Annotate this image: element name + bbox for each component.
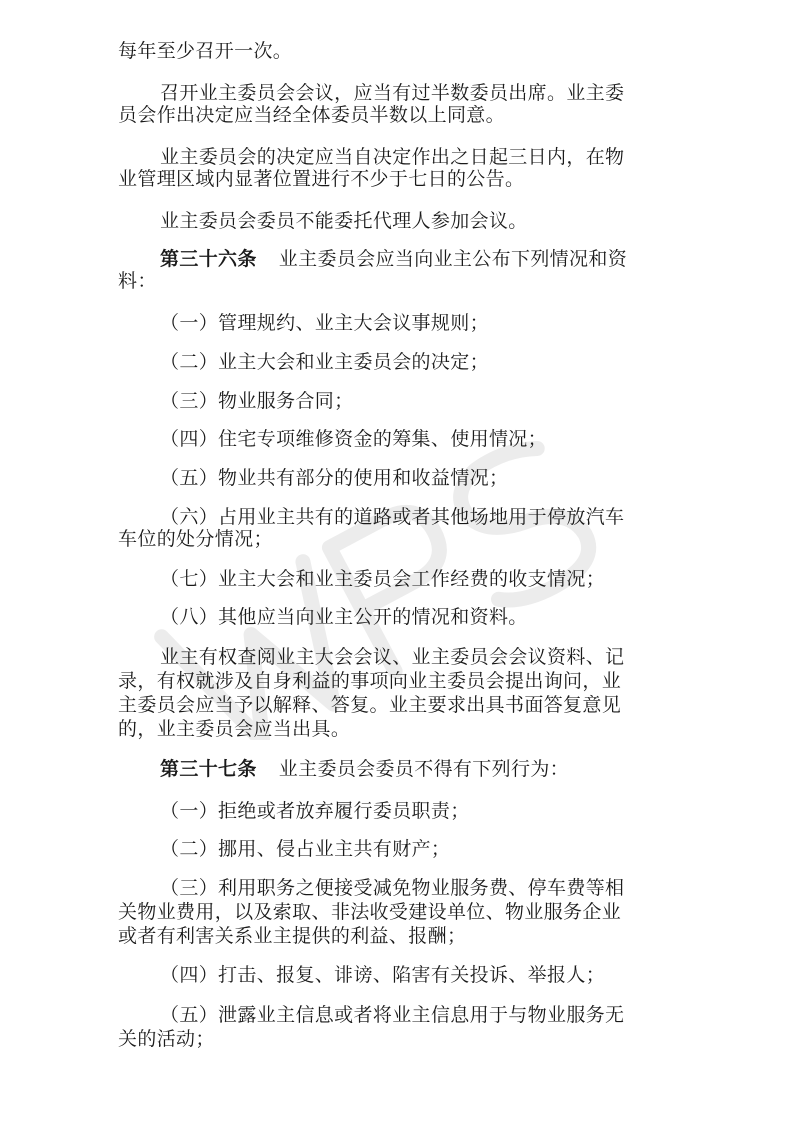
list-item: （五）泄露业主信息或者将业主信息用于与物业服务无 <box>160 1004 625 1026</box>
list-item: （二）挪用、侵占业主共有财产； <box>160 838 451 860</box>
paragraph-line: 业主委员会的决定应当自决定作出之日起三日内，在物 <box>160 146 625 168</box>
list-item: （六）占用业主共有的道路或者其他场地用于停放汽车 <box>160 506 625 528</box>
list-item: （三）利用职务之便接受减免物业服务费、停车费等相 <box>160 877 625 899</box>
paragraph-line: 业主有权查阅业主大会会议、业主委员会会议资料、记 <box>160 646 625 668</box>
list-item: （一）拒绝或者放弃履行委员职责； <box>160 800 470 822</box>
paragraph-line: 业管理区域内显著位置进行不少于七日的公告。 <box>118 168 525 190</box>
list-item: （七）业主大会和业主委员会工作经费的收支情况； <box>160 568 606 590</box>
paragraph-line: 录，有权就涉及自身利益的事项向业主委员会提出询问，业 <box>118 670 622 692</box>
article-37-line <box>160 758 678 780</box>
paragraph-line: 主委员会应当予以解释、答复。业主要求出具书面答复意见 <box>118 694 622 716</box>
list-item: （三）物业服务合同； <box>160 390 354 412</box>
paragraph-line: 召开业主委员会会议，应当有过半数委员出席。业主委 <box>160 82 625 104</box>
list-item: 关的活动； <box>118 1028 215 1050</box>
list-item: （一）管理规约、业主大会议事规则； <box>160 312 489 334</box>
article-text: 业主委员会委员不得有下列行为： <box>278 758 570 780</box>
list-item: （四）打击、报复、诽谤、陷害有关投诉、举报人； <box>160 964 606 986</box>
list-item: （八）其他应当向业主公开的情况和资料。 <box>160 606 528 628</box>
list-item: 或者有利害关系业主提供的利益、报酬； <box>118 925 467 947</box>
article-heading: 第三十六条 <box>160 248 257 270</box>
paragraph-line: 每年至少召开一次。 <box>118 40 293 62</box>
list-item: （二）业主大会和业主委员会的决定； <box>160 351 489 373</box>
article-text: 业主委员会应当向业主公布下列情况和资 <box>278 248 628 270</box>
paragraph-line: 员会作出决定应当经全体委员半数以上同意。 <box>118 104 506 126</box>
list-item: （四）住宅专项维修资金的筹集、使用情况； <box>160 428 548 450</box>
list-item: （五）物业共有部分的使用和收益情况； <box>160 467 509 489</box>
paragraph-line: 业主委员会委员不能委托代理人参加会议。 <box>160 210 528 232</box>
article-heading: 第三十七条 <box>160 758 257 780</box>
paragraph-line: 料： <box>118 270 157 292</box>
list-item: 关物业费用，以及索取、非法收受建设单位、物业服务企业 <box>118 901 622 923</box>
article-36-line <box>160 248 678 270</box>
paragraph-line: 的，业主委员会应当出具。 <box>118 718 351 740</box>
list-item: 车位的处分情况； <box>118 528 273 550</box>
